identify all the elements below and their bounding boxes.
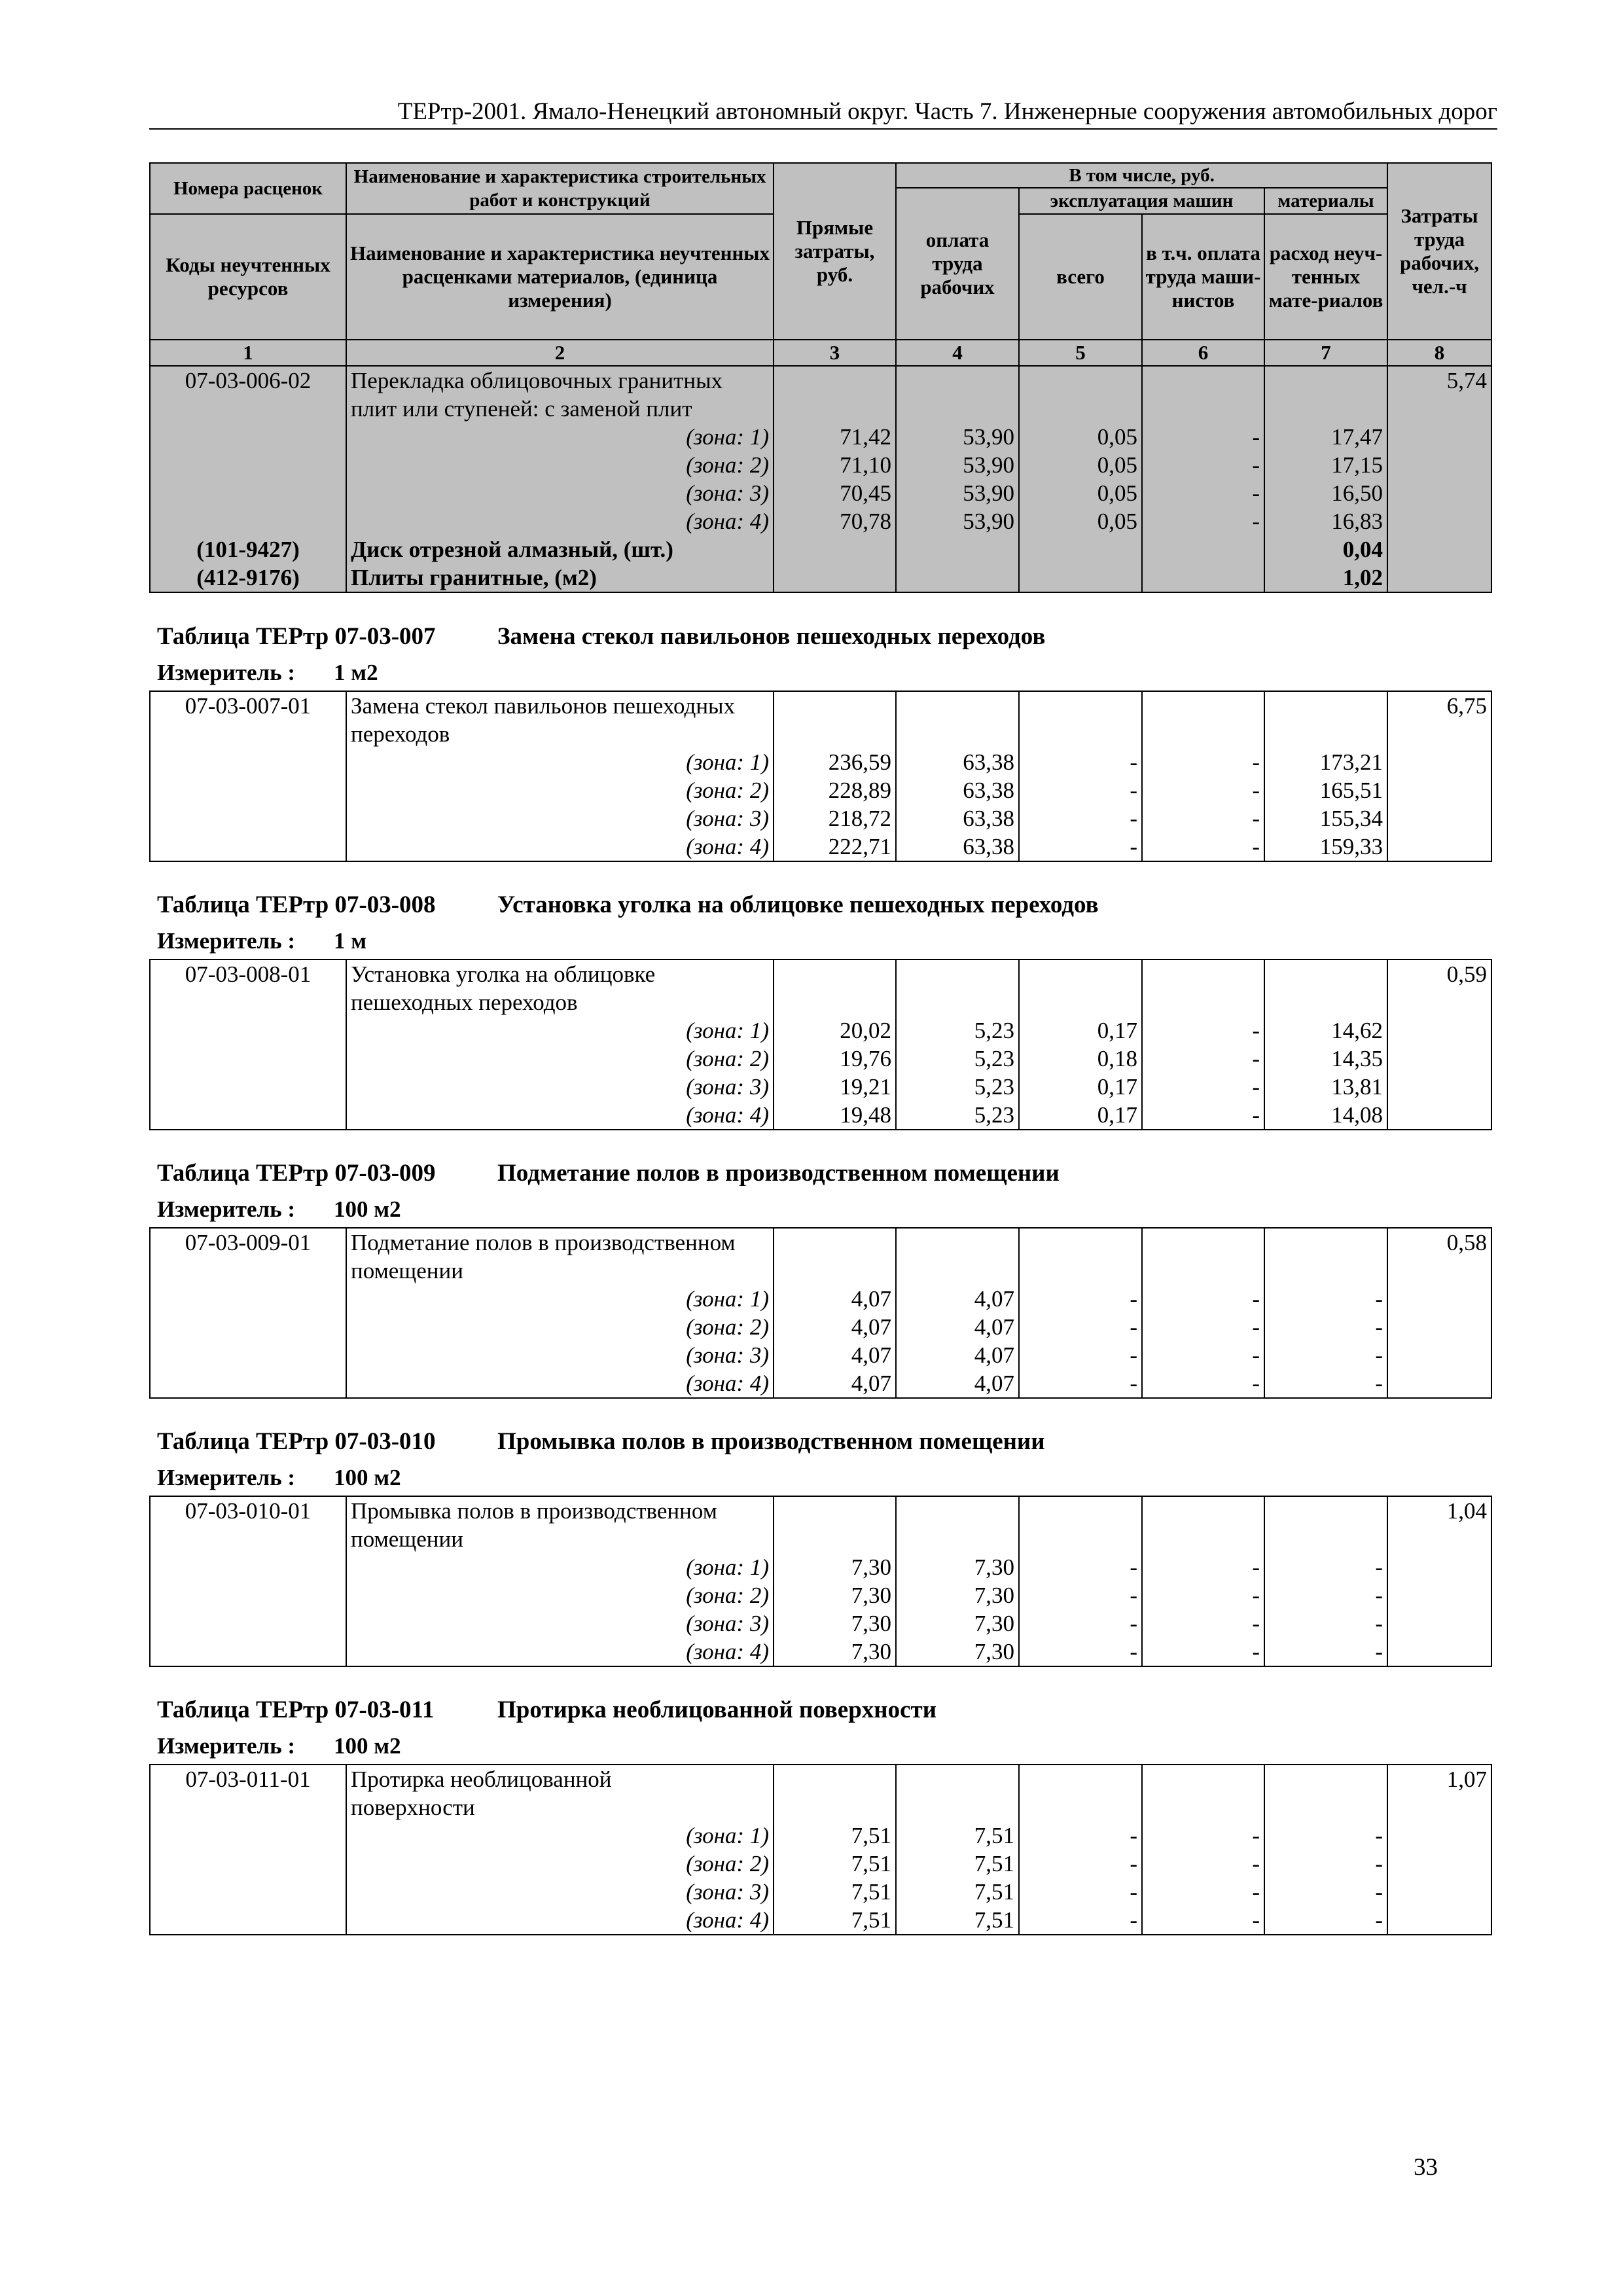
direct-cost: 4,07 bbox=[774, 1285, 896, 1313]
machines-total: - bbox=[1019, 1369, 1142, 1398]
machinist-pay: - bbox=[1142, 1073, 1264, 1101]
zone-label: (зона: 4) bbox=[346, 1101, 774, 1130]
worker-pay: 7,51 bbox=[896, 1906, 1019, 1935]
worker-pay: 53,90 bbox=[896, 479, 1019, 507]
col-materials: материалы bbox=[1264, 188, 1387, 214]
machinist-pay: - bbox=[1142, 1878, 1264, 1906]
direct-cost: 7,30 bbox=[774, 1553, 896, 1581]
labor-value: 6,75 bbox=[1387, 691, 1491, 720]
zone-label: (зона: 3) bbox=[346, 1073, 774, 1101]
section-unit bbox=[157, 659, 378, 687]
direct-cost: 20,02 bbox=[774, 1016, 896, 1045]
worker-pay: 4,07 bbox=[896, 1341, 1019, 1369]
unit-value: 100 м2 bbox=[334, 1733, 401, 1759]
machines-total: 0,05 bbox=[1019, 451, 1142, 479]
direct-cost: 19,76 bbox=[774, 1045, 896, 1073]
section-title bbox=[157, 622, 1045, 652]
table-code: Таблица ТЕРтр 07-03-011 bbox=[157, 1696, 435, 1723]
worker-pay: 7,30 bbox=[896, 1553, 1019, 1581]
worker-pay: 7,30 bbox=[896, 1609, 1019, 1638]
unit-label: Измеритель : bbox=[157, 1465, 296, 1490]
materials-cost: - bbox=[1264, 1609, 1387, 1638]
machines-total: 0,05 bbox=[1019, 423, 1142, 451]
machinist-pay: - bbox=[1142, 1101, 1264, 1130]
resource-code: (412-9176) bbox=[150, 564, 346, 592]
worker-pay: 5,23 bbox=[896, 1101, 1019, 1130]
table-title: Подметание полов в производственном помещении bbox=[497, 1160, 1060, 1187]
table-row bbox=[150, 988, 1491, 1016]
zone-label: (зона: 1) bbox=[346, 1821, 774, 1850]
col-number: 4 bbox=[896, 340, 1019, 366]
machines-total: - bbox=[1019, 1553, 1142, 1581]
zone-label: (зона: 1) bbox=[346, 1553, 774, 1581]
rate-code: 07-03-011-01 bbox=[150, 1765, 346, 1793]
machines-total: - bbox=[1019, 1638, 1142, 1666]
table-row bbox=[150, 366, 1491, 423]
machines-total: 0,17 bbox=[1019, 1073, 1142, 1101]
machinist-pay: - bbox=[1142, 451, 1264, 479]
table-row bbox=[150, 1878, 1491, 1906]
section-title bbox=[157, 1158, 1060, 1189]
table-code: Таблица ТЕРтр 07-03-010 bbox=[157, 1428, 436, 1455]
labor-value: 5,74 bbox=[1387, 366, 1491, 423]
rates-table-main bbox=[149, 162, 1492, 593]
zone-label: (зона: 3) bbox=[346, 1878, 774, 1906]
table-row bbox=[150, 1850, 1491, 1878]
table-row bbox=[150, 748, 1491, 776]
rate-name: Замена стекол павильонов пешеходных bbox=[346, 691, 774, 720]
machines-total: - bbox=[1019, 804, 1142, 833]
section-title bbox=[157, 1695, 936, 1725]
table-row bbox=[150, 479, 1491, 507]
direct-cost: 7,30 bbox=[774, 1638, 896, 1666]
section-title bbox=[157, 890, 1099, 920]
materials-cost: - bbox=[1264, 1638, 1387, 1666]
worker-pay: 63,38 bbox=[896, 833, 1019, 861]
table-row bbox=[150, 507, 1491, 535]
unit-label: Измеритель : bbox=[157, 1196, 296, 1222]
rate-name-cont: помещении bbox=[346, 1257, 774, 1285]
machines-total: - bbox=[1019, 1850, 1142, 1878]
col-resource-codes: Коды неучтенных ресурсов bbox=[150, 214, 346, 340]
worker-pay: 7,30 bbox=[896, 1581, 1019, 1609]
col-number: 5 bbox=[1019, 340, 1142, 366]
direct-cost: 222,71 bbox=[774, 833, 896, 861]
machinist-pay: - bbox=[1142, 1341, 1264, 1369]
section-unit bbox=[157, 1196, 401, 1223]
table-title: Установка уголка на облицовке пешеходных переходов bbox=[497, 891, 1099, 918]
worker-pay: 7,51 bbox=[896, 1878, 1019, 1906]
rate-name: Перекладка облицовочных гранитных плит или ступеней: с заменой плит bbox=[346, 366, 774, 423]
machines-total: - bbox=[1019, 1313, 1142, 1341]
col-machinist-pay: в т.ч. оплата труда маши-нистов bbox=[1142, 214, 1264, 340]
machinist-pay: - bbox=[1142, 804, 1264, 833]
materials-cost: - bbox=[1264, 1313, 1387, 1341]
machinist-pay: - bbox=[1142, 1313, 1264, 1341]
table-row bbox=[150, 1285, 1491, 1313]
machines-total: 0,05 bbox=[1019, 479, 1142, 507]
zone-label: (зона: 4) bbox=[346, 1369, 774, 1398]
resource-code: (101-9427) bbox=[150, 535, 346, 564]
machinist-pay: - bbox=[1142, 1045, 1264, 1073]
worker-pay: 63,38 bbox=[896, 748, 1019, 776]
table-row bbox=[150, 1793, 1491, 1821]
machines-total: 0,17 bbox=[1019, 1016, 1142, 1045]
machines-total: - bbox=[1019, 1878, 1142, 1906]
direct-cost: 19,48 bbox=[774, 1101, 896, 1130]
zone-label: (зона: 3) bbox=[346, 1609, 774, 1638]
materials-cost: 17,15 bbox=[1264, 451, 1387, 479]
machines-total: 0,17 bbox=[1019, 1101, 1142, 1130]
direct-cost: 7,30 bbox=[774, 1609, 896, 1638]
table-row bbox=[150, 1638, 1491, 1666]
worker-pay: 5,23 bbox=[896, 1016, 1019, 1045]
direct-cost: 7,30 bbox=[774, 1581, 896, 1609]
machinist-pay: - bbox=[1142, 1850, 1264, 1878]
zone-label: (зона: 3) bbox=[346, 479, 774, 507]
zone-label: (зона: 2) bbox=[346, 1581, 774, 1609]
rates-table-007 bbox=[149, 691, 1492, 862]
materials-cost: 173,21 bbox=[1264, 748, 1387, 776]
zone-label: (зона: 2) bbox=[346, 1850, 774, 1878]
machines-total: - bbox=[1019, 1609, 1142, 1638]
machinist-pay: - bbox=[1142, 1638, 1264, 1666]
direct-cost: 4,07 bbox=[774, 1313, 896, 1341]
table-row bbox=[150, 1313, 1491, 1341]
resource-row bbox=[150, 564, 1491, 592]
labor-value: 1,07 bbox=[1387, 1765, 1491, 1793]
materials-cost: - bbox=[1264, 1581, 1387, 1609]
table-row bbox=[150, 804, 1491, 833]
worker-pay: 7,30 bbox=[896, 1638, 1019, 1666]
machines-total: - bbox=[1019, 1906, 1142, 1935]
zone-label: (зона: 4) bbox=[346, 1638, 774, 1666]
col-unaccounted-consumption: расход неуч-тенных мате-риалов bbox=[1264, 214, 1387, 340]
table-title: Замена стекол павильонов пешеходных переходов bbox=[497, 623, 1046, 650]
materials-cost: 14,08 bbox=[1264, 1101, 1387, 1130]
machinist-pay: - bbox=[1142, 776, 1264, 804]
table-row bbox=[150, 1553, 1491, 1581]
worker-pay: 63,38 bbox=[896, 804, 1019, 833]
direct-cost: 218,72 bbox=[774, 804, 896, 833]
materials-cost: - bbox=[1264, 1369, 1387, 1398]
table-row bbox=[150, 423, 1491, 451]
unit-value: 1 м bbox=[334, 928, 367, 954]
col-number: 6 bbox=[1142, 340, 1264, 366]
col-number: 8 bbox=[1387, 340, 1491, 366]
materials-cost: 14,35 bbox=[1264, 1045, 1387, 1073]
materials-cost: - bbox=[1264, 1906, 1387, 1935]
col-worker-pay: оплата труда рабочих bbox=[896, 188, 1019, 340]
unit-label: Измеритель : bbox=[157, 928, 296, 954]
col-number: 7 bbox=[1264, 340, 1387, 366]
col-rate-numbers: Номера расценок bbox=[150, 163, 346, 214]
rate-code: 07-03-009-01 bbox=[150, 1228, 346, 1257]
direct-cost: 71,10 bbox=[774, 451, 896, 479]
machines-total: - bbox=[1019, 833, 1142, 861]
materials-cost: 13,81 bbox=[1264, 1073, 1387, 1101]
rate-name-cont: помещении bbox=[346, 1525, 774, 1553]
resource-amount: 0,04 bbox=[1264, 535, 1387, 564]
col-direct-costs: Прямые затраты, руб. bbox=[774, 163, 896, 340]
unit-label: Измеритель : bbox=[157, 1733, 296, 1759]
zone-label: (зона: 4) bbox=[346, 833, 774, 861]
machinist-pay: - bbox=[1142, 1906, 1264, 1935]
table-row bbox=[150, 1609, 1491, 1638]
zone-label: (зона: 1) bbox=[346, 1285, 774, 1313]
zone-label: (зона: 1) bbox=[346, 423, 774, 451]
direct-cost: 236,59 bbox=[774, 748, 896, 776]
zone-label: (зона: 2) bbox=[346, 1313, 774, 1341]
col-unaccounted-materials: Наименование и характеристика неучтенных расценками материалов, (единица измерения) bbox=[346, 214, 774, 340]
machines-total: - bbox=[1019, 776, 1142, 804]
resource-row bbox=[150, 535, 1491, 564]
machinist-pay: - bbox=[1142, 1821, 1264, 1850]
unit-value: 100 м2 bbox=[334, 1196, 401, 1222]
machines-total: - bbox=[1019, 1341, 1142, 1369]
labor-value: 0,58 bbox=[1387, 1228, 1491, 1257]
machinist-pay: - bbox=[1142, 1553, 1264, 1581]
table-row bbox=[150, 451, 1491, 479]
rates-table-008 bbox=[149, 959, 1492, 1130]
machinist-pay: - bbox=[1142, 833, 1264, 861]
direct-cost: 19,21 bbox=[774, 1073, 896, 1101]
labor-value: 0,59 bbox=[1387, 960, 1491, 988]
direct-cost: 71,42 bbox=[774, 423, 896, 451]
col-machine-operation: эксплуатация машин bbox=[1019, 188, 1264, 214]
rate-code: 07-03-010-01 bbox=[150, 1496, 346, 1525]
machinist-pay: - bbox=[1142, 748, 1264, 776]
unit-label: Измеритель : bbox=[157, 660, 296, 685]
rate-name-cont: поверхности bbox=[346, 1793, 774, 1821]
zone-label: (зона: 3) bbox=[346, 804, 774, 833]
worker-pay: 5,23 bbox=[896, 1045, 1019, 1073]
table-row bbox=[150, 1016, 1491, 1045]
table-row bbox=[150, 776, 1491, 804]
materials-cost: - bbox=[1264, 1553, 1387, 1581]
worker-pay: 4,07 bbox=[896, 1369, 1019, 1398]
table-code: Таблица ТЕРтр 07-03-008 bbox=[157, 891, 436, 918]
worker-pay: 4,07 bbox=[896, 1285, 1019, 1313]
materials-cost: - bbox=[1264, 1285, 1387, 1313]
rate-name: Промывка полов в производственном bbox=[346, 1496, 774, 1525]
table-row bbox=[150, 1369, 1491, 1398]
machines-total: - bbox=[1019, 1285, 1142, 1313]
table-code: Таблица ТЕРтр 07-03-009 bbox=[157, 1160, 436, 1187]
table-title: Промывка полов в производственном помещении bbox=[497, 1428, 1045, 1455]
machinist-pay: - bbox=[1142, 1285, 1264, 1313]
direct-cost: 7,51 bbox=[774, 1821, 896, 1850]
worker-pay: 53,90 bbox=[896, 423, 1019, 451]
machinist-pay: - bbox=[1142, 507, 1264, 535]
section-unit bbox=[157, 927, 366, 955]
table-row bbox=[150, 1101, 1491, 1130]
worker-pay: 7,51 bbox=[896, 1850, 1019, 1878]
rate-code: 07-03-006-02 bbox=[150, 366, 346, 423]
worker-pay: 4,07 bbox=[896, 1313, 1019, 1341]
materials-cost: 159,33 bbox=[1264, 833, 1387, 861]
table-row bbox=[150, 1581, 1491, 1609]
table-row bbox=[150, 1525, 1491, 1553]
table-row bbox=[150, 1045, 1491, 1073]
direct-cost: 7,51 bbox=[774, 1906, 896, 1935]
machinist-pay: - bbox=[1142, 479, 1264, 507]
materials-cost: - bbox=[1264, 1850, 1387, 1878]
direct-cost: 70,78 bbox=[774, 507, 896, 535]
table-title: Протирка необлицованной поверхности bbox=[497, 1696, 937, 1723]
rate-name-cont: пешеходных переходов bbox=[346, 988, 774, 1016]
resource-name: Диск отрезной алмазный, (шт.) bbox=[346, 535, 774, 564]
page-number: 33 bbox=[1414, 2154, 1438, 2181]
table-row bbox=[150, 1073, 1491, 1101]
zone-label: (зона: 2) bbox=[346, 451, 774, 479]
section-unit bbox=[157, 1732, 401, 1760]
zone-label: (зона: 4) bbox=[346, 507, 774, 535]
machines-total: - bbox=[1019, 748, 1142, 776]
direct-cost: 228,89 bbox=[774, 776, 896, 804]
materials-cost: 155,34 bbox=[1264, 804, 1387, 833]
materials-cost: - bbox=[1264, 1878, 1387, 1906]
col-number: 1 bbox=[150, 340, 346, 366]
direct-cost: 7,51 bbox=[774, 1850, 896, 1878]
resource-name: Плиты гранитные, (м2) bbox=[346, 564, 774, 592]
labor-value: 1,04 bbox=[1387, 1496, 1491, 1525]
machinist-pay: - bbox=[1142, 1016, 1264, 1045]
unit-value: 100 м2 bbox=[334, 1465, 401, 1490]
machinist-pay: - bbox=[1142, 1369, 1264, 1398]
col-machines-total: всего bbox=[1019, 214, 1142, 340]
zone-label: (зона: 3) bbox=[346, 1341, 774, 1369]
col-number: 3 bbox=[774, 340, 896, 366]
rate-name: Подметание полов в производственном bbox=[346, 1228, 774, 1257]
materials-cost: 16,50 bbox=[1264, 479, 1387, 507]
machines-total: - bbox=[1019, 1821, 1142, 1850]
table-row bbox=[150, 720, 1491, 748]
rate-name: Установка уголка на облицовке bbox=[346, 960, 774, 988]
col-labor-costs: Затраты труда рабочих, чел.-ч bbox=[1387, 163, 1491, 340]
table-row bbox=[150, 1765, 1491, 1793]
machines-total: 0,18 bbox=[1019, 1045, 1142, 1073]
zone-label: (зона: 1) bbox=[346, 1016, 774, 1045]
machinist-pay: - bbox=[1142, 1581, 1264, 1609]
rates-table-009 bbox=[149, 1227, 1492, 1399]
rate-name: Протирка необлицованной bbox=[346, 1765, 774, 1793]
materials-cost: - bbox=[1264, 1821, 1387, 1850]
table-row bbox=[150, 1821, 1491, 1850]
running-header: ТЕРтр-2001. Ямало-Ненецкий автономный округ. Часть 7. Инженерные сооружения автомобильных дорог bbox=[149, 97, 1497, 130]
materials-cost: 14,62 bbox=[1264, 1016, 1387, 1045]
direct-cost: 4,07 bbox=[774, 1341, 896, 1369]
resource-amount: 1,02 bbox=[1264, 564, 1387, 592]
rates-table-011 bbox=[149, 1764, 1492, 1935]
rate-name-cont: переходов bbox=[346, 720, 774, 748]
table-code: Таблица ТЕРтр 07-03-007 bbox=[157, 623, 436, 650]
table-row bbox=[150, 833, 1491, 861]
worker-pay: 5,23 bbox=[896, 1073, 1019, 1101]
rate-code: 07-03-008-01 bbox=[150, 960, 346, 988]
direct-cost: 7,51 bbox=[774, 1878, 896, 1906]
direct-cost: 4,07 bbox=[774, 1369, 896, 1398]
table-row bbox=[150, 1906, 1491, 1935]
col-name-characteristics: Наименование и характеристика строительных работ и конструкций bbox=[346, 163, 774, 214]
table-row bbox=[150, 1341, 1491, 1369]
table-row bbox=[150, 691, 1491, 720]
zone-label: (зона: 1) bbox=[346, 748, 774, 776]
zone-label: (зона: 2) bbox=[346, 776, 774, 804]
rate-code: 07-03-007-01 bbox=[150, 691, 346, 720]
table-row bbox=[150, 1257, 1491, 1285]
machinist-pay: - bbox=[1142, 1609, 1264, 1638]
worker-pay: 53,90 bbox=[896, 451, 1019, 479]
materials-cost: - bbox=[1264, 1341, 1387, 1369]
section-title bbox=[157, 1427, 1045, 1457]
table-row bbox=[150, 1496, 1491, 1525]
materials-cost: 17,47 bbox=[1264, 423, 1387, 451]
worker-pay: 63,38 bbox=[896, 776, 1019, 804]
materials-cost: 165,51 bbox=[1264, 776, 1387, 804]
worker-pay: 7,51 bbox=[896, 1821, 1019, 1850]
machines-total: - bbox=[1019, 1581, 1142, 1609]
machines-total: 0,05 bbox=[1019, 507, 1142, 535]
worker-pay: 53,90 bbox=[896, 507, 1019, 535]
zone-label: (зона: 2) bbox=[346, 1045, 774, 1073]
section-unit bbox=[157, 1464, 401, 1492]
col-number: 2 bbox=[346, 340, 774, 366]
machinist-pay: - bbox=[1142, 423, 1264, 451]
unit-value: 1 м2 bbox=[334, 660, 378, 685]
materials-cost: 16,83 bbox=[1264, 507, 1387, 535]
zone-label: (зона: 4) bbox=[346, 1906, 774, 1935]
col-including: В том числе, руб. bbox=[896, 163, 1387, 188]
rates-table-010 bbox=[149, 1496, 1492, 1667]
table-row bbox=[150, 1228, 1491, 1257]
direct-cost: 70,45 bbox=[774, 479, 896, 507]
table-row bbox=[150, 960, 1491, 988]
